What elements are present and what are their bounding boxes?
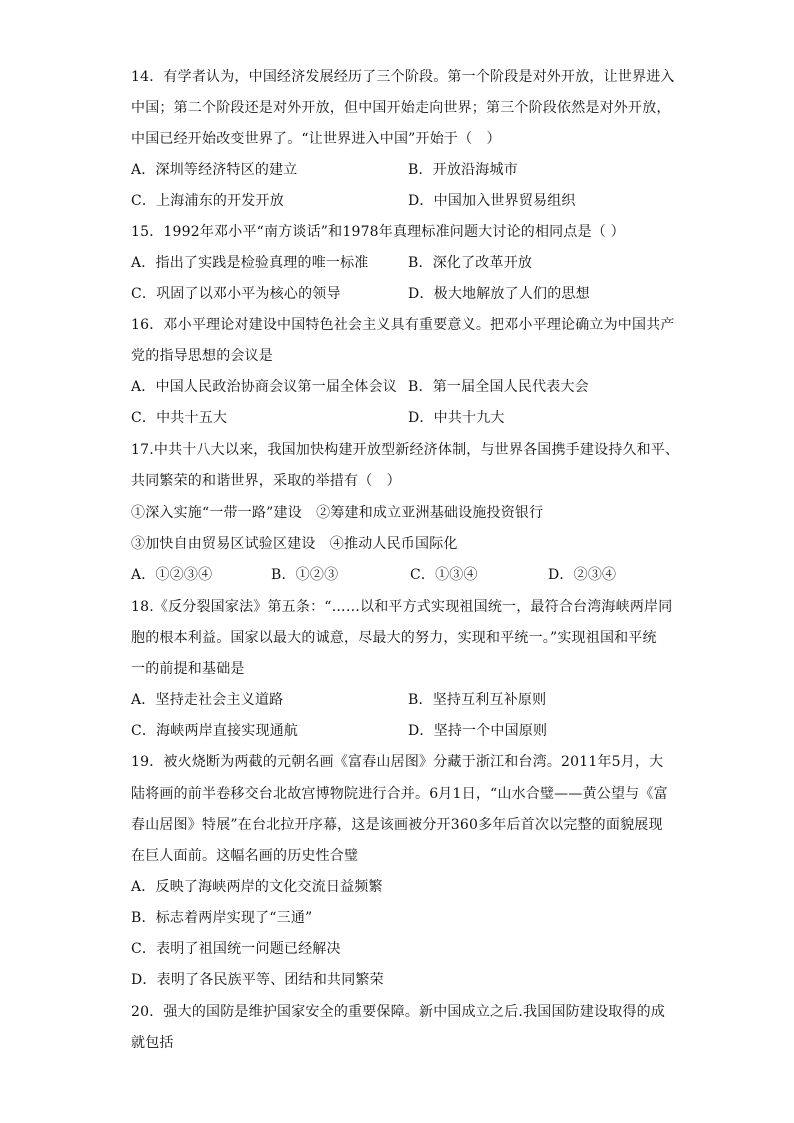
q18-option-a: A．坚持走社会主义道路	[131, 692, 284, 708]
q14-stem-line-3: 中国已经开始改变世界了。“让世界进入中国”开始于（ ）	[131, 131, 501, 147]
q19-option-c: C．表明了祖国统一问题已经解决	[131, 941, 341, 957]
q15-option-d: D．极大地解放了人们的思想	[408, 286, 590, 302]
q17-item-line-2: ③加快自由贸易区试验区建设 ④推动人民币国际化	[131, 536, 458, 552]
q19-stem-line-1: 19．被火烧断为两截的元朝名画《富春山居图》分藏于浙江和台湾。2011年5月，大	[131, 754, 664, 770]
q15-option-a: A．指出了实践是检验真理的唯一标准	[131, 255, 369, 271]
q14-option-b: B．开放沿海城市	[408, 162, 518, 178]
q19-stem-line-2: 陆将画的前半卷移交台北故宫博物院进行合并。6月1日，“山水合璧——黄公望与《富	[131, 786, 668, 802]
q17-option-d: D．②③④	[548, 567, 617, 583]
q18-stem-line-1: 18.《反分裂国家法》第五条：“……以和平方式实现祖国统一，最符合台湾海峡两岸同	[131, 599, 673, 615]
q14-stem-line-2: 中国；第二个阶段还是对外开放，但中国开始走向世界；第三个阶段依然是对外开放，	[131, 100, 671, 116]
q16-stem-line-1: 16．邓小平理论对建设中国特色社会主义具有重要意义。把邓小平理论确立为中国共产	[131, 317, 675, 333]
q19-option-a: A．反映了海峡两岸的文化交流日益频繁	[131, 879, 383, 895]
q14-option-a: A．深圳等经济特区的建立	[131, 162, 298, 178]
q19-option-b: B．标志着两岸实现了“三通”	[131, 910, 313, 926]
q18-stem-line-3: 一的前提和基础是	[131, 661, 245, 677]
q20-stem-line-2: 就包括	[131, 1035, 174, 1051]
q15-option-b: B．深化了改革开放	[408, 255, 533, 271]
q14-option-c: C．上海浦东的开发开放	[131, 193, 284, 209]
q16-option-a: A．中国人民政治协商会议第一届全体会议	[131, 379, 397, 395]
q15-stem-line-1: 15．1992年邓小平“南方谈话”和1978年真理标准问题大讨论的相同点是（ ）	[131, 224, 625, 240]
q16-stem-line-2: 党的指导思想的会议是	[131, 348, 273, 364]
q16-option-b: B．第一届全国人民代表大会	[408, 379, 589, 395]
q14-stem-line-1: 14．有学者认为，中国经济发展经历了三个阶段。第一个阶段是对外开放，让世界进入	[131, 69, 675, 85]
q17-option-a: A．①②③④	[131, 567, 213, 583]
q17-stem-line-1: 17.中共十八大以来，我国加快构建开放型新经济体制，与世界各国携手建设持久和平、	[131, 442, 680, 458]
q19-stem-line-4: 在巨人面前。这幅名画的历史性合璧	[131, 848, 359, 864]
q19-option-d: D．表明了各民族平等、团结和共同繁荣	[131, 972, 384, 988]
q17-item-line-1: ①深入实施“一带一路”建设 ②筹建和成立亚洲基础设施投资银行	[131, 505, 544, 521]
q17-option-b: B．①②③	[271, 567, 339, 583]
q17-stem-line-2: 共同繁荣的和谐世界，采取的举措有（ ）	[131, 473, 401, 489]
q18-stem-line-2: 胞的根本利益。国家以最大的诚意，尽最大的努力，实现和平统一。”实现祖国和平统	[131, 630, 657, 646]
q18-option-d: D．坚持一个中国原则	[408, 723, 548, 739]
q18-option-c: C．海峡两岸直接实现通航	[131, 723, 299, 739]
q19-stem-line-3: 春山居图》特展”在台北拉开序幕，这是该画被分开360多年后首次以完整的面貌展现	[131, 817, 663, 833]
q14-option-d: D．中国加入世界贸易组织	[408, 193, 576, 209]
q16-option-c: C．中共十五大	[131, 410, 228, 426]
q18-option-b: B．坚持互利互补原则	[408, 692, 547, 708]
q20-stem-line-1: 20．强大的国防是维护国家安全的重要保障。新中国成立之后.我国国防建设取得的成	[131, 1004, 666, 1020]
q16-option-d: D．中共十九大	[408, 410, 505, 426]
q15-option-c: C．巩固了以邓小平为核心的领导	[131, 286, 341, 302]
q17-option-c: C．①③④	[410, 567, 478, 583]
